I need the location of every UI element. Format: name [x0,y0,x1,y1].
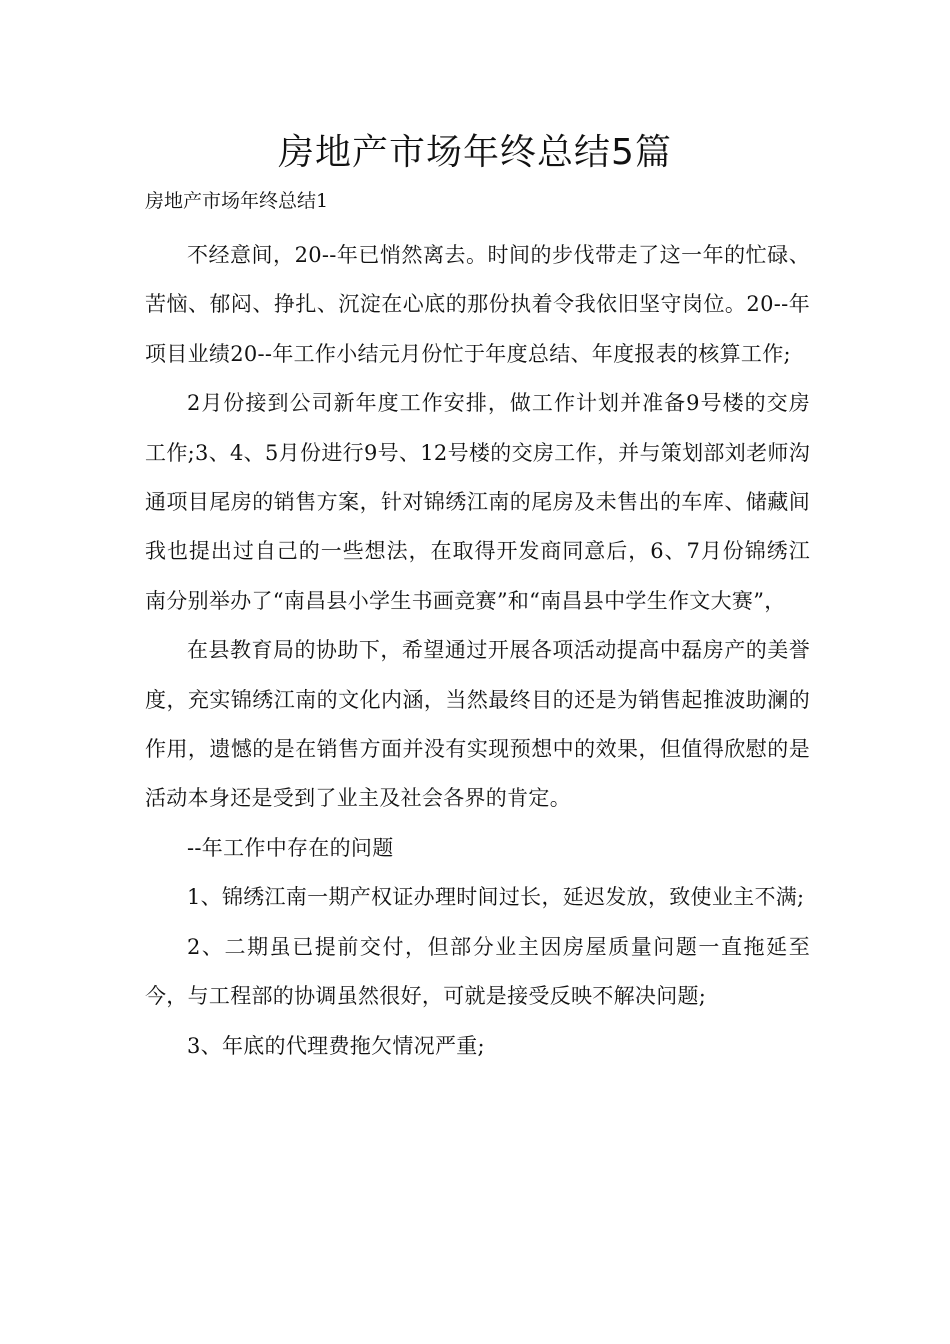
section-subtitle: 房地产市场年终总结1 [145,190,329,212]
document-title: 房地产市场年终总结5篇 [278,132,672,173]
paragraph-4: --年工作中存在的问题 [187,835,394,860]
paragraph-5: 1、锦绣江南一期产权证办理时间过长，延迟发放，致使业主不满; [187,885,805,910]
paragraph-7: 3、年底的代理费拖欠情况严重; [187,1033,485,1058]
paragraph-3: 在县教育局的协助下，希望通过开展各项活动提高中磊房产的美誉度，充实锦绣江南的文化内涵，当然最终目的还是为销售起推波助澜的作用，遗憾的是在销售方面并没有实现预想中的效果，但值得欣慰的是活动本身还是受到了业主及社会各界的肯定。 [145,638,810,811]
paragraph-6: 2、二期虽已提前交付，但部分业主因房屋质量问题一直拖延至今，与工程部的协调虽然很好，可就是接受反映不解决问题; [145,934,810,1009]
paragraph-1: 不经意间，20--年已悄然离去。时间的步伐带走了这一年的忙碌、苦恼、郁闷、挣扎、沉淀在心底的那份执着令我依旧坚守岗位。20--年项目业绩20--年工作小结元月份忙于年度总结、年度报表的核算工作; [145,243,810,366]
document-body [145,231,810,1071]
paragraph-2: 2月份接到公司新年度工作安排，做工作计划并准备9号楼的交房工作;3、4、5月份进行9号、12号楼的交房工作，并与策划部刘老师沟通项目尾房的销售方案，针对锦绣江南的尾房及未售出的车库、储藏间我也提出过自己的一些想法，在取得开发商同意后，6、7月份锦绣江南分别举办了“南昌县小学生书画竞赛”和“南昌县中学生作文大赛”， [145,391,810,613]
